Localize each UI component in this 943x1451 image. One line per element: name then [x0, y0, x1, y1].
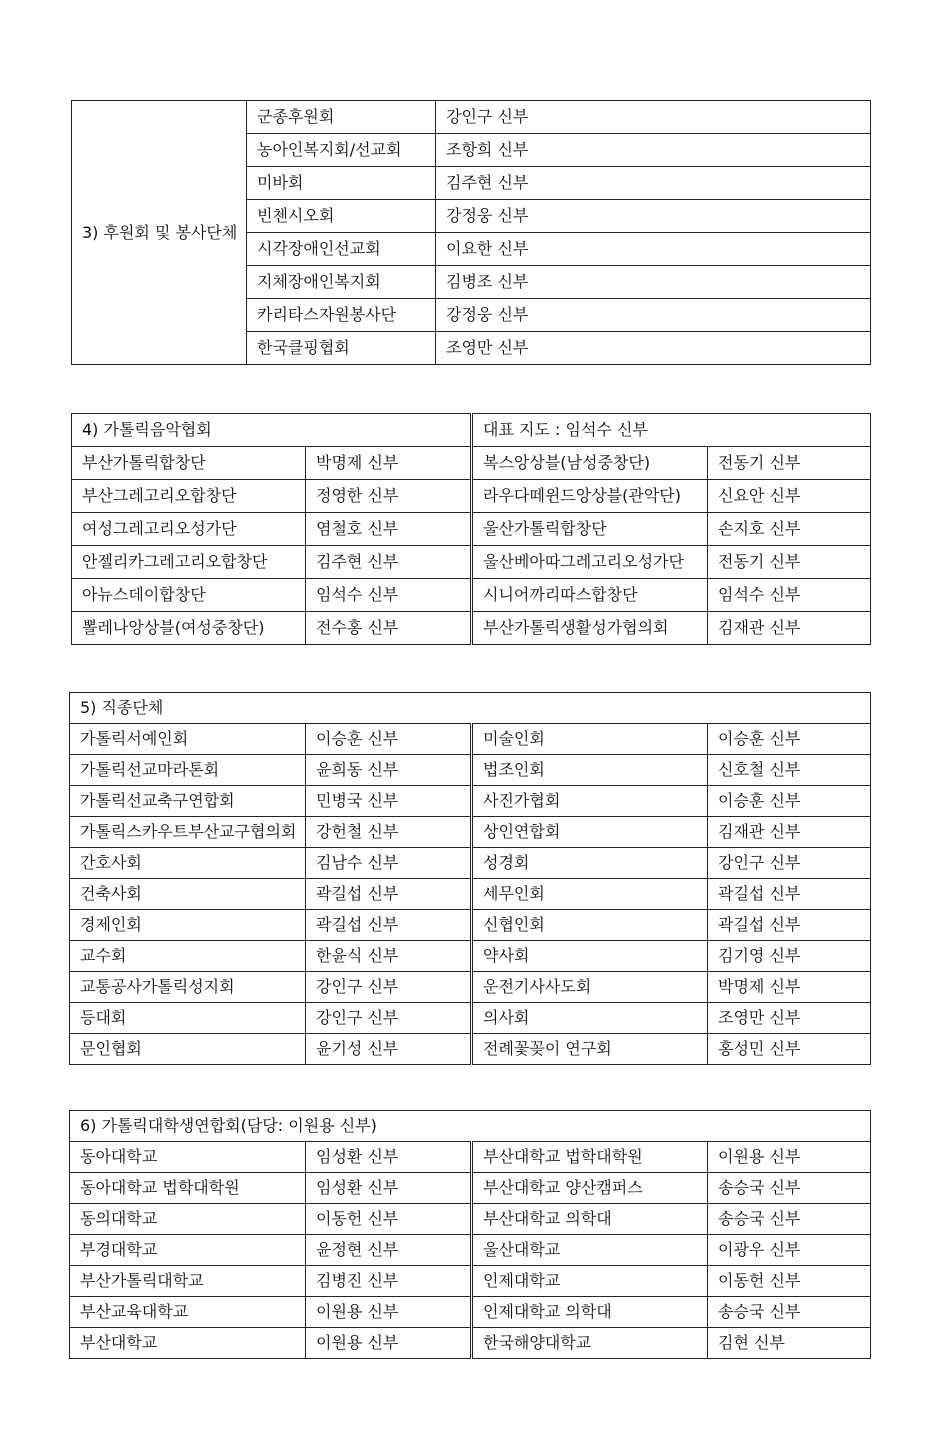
priest-name: 김현 신부: [708, 1328, 871, 1359]
table-row: [70, 786, 871, 817]
priest-name: 전수홍 신부: [306, 612, 472, 645]
organization-name: 가톨릭서예인회: [70, 724, 306, 755]
priest-name: 송승국 신부: [708, 1297, 871, 1328]
organization-name: 농아인복지회/선교회: [247, 134, 436, 167]
organization-name: 뽈레나앙상블(여성중창단): [72, 612, 306, 645]
organization-name: 동의대학교: [70, 1204, 306, 1235]
table-row: [72, 612, 871, 645]
organization-name: 시각장애인선교회: [247, 233, 436, 266]
table-row: [70, 1204, 871, 1235]
support-groups-table: [71, 100, 871, 365]
organization-name: 인제대학교: [472, 1266, 708, 1297]
priest-name: 김기영 신부: [708, 941, 871, 972]
priest-name: 곽길섭 신부: [708, 879, 871, 910]
priest-name: 김주현 신부: [306, 546, 472, 579]
priest-name: 강인구 신부: [306, 972, 472, 1003]
organization-name: 부산대학교 법학대학원: [472, 1142, 708, 1173]
priest-name: 조항희 신부: [436, 134, 871, 167]
organization-name: 동아대학교 법학대학원: [70, 1173, 306, 1204]
table-row: [72, 480, 871, 513]
priest-name: 김재관 신부: [708, 817, 871, 848]
table-row: [70, 817, 871, 848]
priest-name: 강인구 신부: [436, 101, 871, 134]
priest-name: 곽길섭 신부: [708, 910, 871, 941]
priest-name: 송승국 신부: [708, 1173, 871, 1204]
section-header-row: [70, 1111, 871, 1142]
table-row: [70, 1142, 871, 1173]
organization-name: 울산대학교: [472, 1235, 708, 1266]
table-row: [70, 755, 871, 786]
organization-name: 여성그레고리오성가단: [72, 513, 306, 546]
organization-name: 사진가협회: [472, 786, 708, 817]
organization-name: 약사회: [472, 941, 708, 972]
priest-name: 윤정현 신부: [306, 1235, 472, 1266]
organization-name: 라우다떼윈드앙상블(관악단): [472, 480, 708, 513]
priest-name: 이요한 신부: [436, 233, 871, 266]
table-row: [70, 1235, 871, 1266]
priest-name: 강정웅 신부: [436, 200, 871, 233]
organization-name: 부산가톨릭합창단: [72, 447, 306, 480]
priest-name: 이승훈 신부: [708, 724, 871, 755]
priest-name: 이동헌 신부: [708, 1266, 871, 1297]
organization-name: 동아대학교: [70, 1142, 306, 1173]
organization-name: 빈첸시오회: [247, 200, 436, 233]
section-header-row: [70, 693, 871, 724]
organization-name: 부산가톨릭생활성가협의회: [472, 612, 708, 645]
priest-name: 전동기 신부: [708, 447, 871, 480]
priest-name: 이승훈 신부: [708, 786, 871, 817]
priest-name: 신요안 신부: [708, 480, 871, 513]
table-row: [72, 447, 871, 480]
organization-name: 미바회: [247, 167, 436, 200]
table-row: [70, 1003, 871, 1034]
organization-name: 성경회: [472, 848, 708, 879]
priest-name: 김병진 신부: [306, 1266, 472, 1297]
table-row: [70, 910, 871, 941]
representative-director: 대표 지도 : 임석수 신부: [472, 414, 871, 447]
table-row: [70, 972, 871, 1003]
organization-name: 건축사회: [70, 879, 306, 910]
priest-name: 신호철 신부: [708, 755, 871, 786]
organization-name: 가톨릭스카우트부산교구협의회: [70, 817, 306, 848]
table-row: [70, 1328, 871, 1359]
organization-name: 전례꽃꽂이 연구회: [472, 1034, 708, 1065]
section-title: 4) 가톨릭음악협회: [72, 414, 472, 447]
priest-name: 박명제 신부: [306, 447, 472, 480]
organization-name: 부산그레고리오합창단: [72, 480, 306, 513]
professional-groups-table: [69, 692, 871, 1065]
priest-name: 전동기 신부: [708, 546, 871, 579]
organization-name: 상인연합회: [472, 817, 708, 848]
section-title: 5) 직종단체: [70, 693, 871, 724]
table-row: [70, 879, 871, 910]
priest-name: 강정웅 신부: [436, 299, 871, 332]
priest-name: 김주현 신부: [436, 167, 871, 200]
priest-name: 염철호 신부: [306, 513, 472, 546]
organization-name: 교수회: [70, 941, 306, 972]
organization-name: 울산가톨릭합창단: [472, 513, 708, 546]
priest-name: 이광우 신부: [708, 1235, 871, 1266]
organization-name: 가톨릭선교축구연합회: [70, 786, 306, 817]
priest-name: 박명제 신부: [708, 972, 871, 1003]
table-row: [70, 724, 871, 755]
priest-name: 이원용 신부: [708, 1142, 871, 1173]
organization-name: 군종후원회: [247, 101, 436, 134]
organization-name: 부산가톨릭대학교: [70, 1266, 306, 1297]
priest-name: 손지호 신부: [708, 513, 871, 546]
table-row: [70, 1173, 871, 1204]
organization-name: 부산대학교 의학대: [472, 1204, 708, 1235]
table-row: [70, 848, 871, 879]
student-federation-table: [69, 1110, 871, 1359]
section-title: 3) 후원회 및 봉사단체: [72, 101, 247, 365]
priest-name: 송승국 신부: [708, 1204, 871, 1235]
priest-name: 곽길섭 신부: [306, 910, 472, 941]
section-title: 6) 가톨릭대학생연합회(담당: 이원용 신부): [70, 1111, 871, 1142]
priest-name: 곽길섭 신부: [306, 879, 472, 910]
organization-name: 복스앙상블(남성중창단): [472, 447, 708, 480]
priest-name: 정영한 신부: [306, 480, 472, 513]
priest-name: 윤기성 신부: [306, 1034, 472, 1065]
organization-name: 간호사회: [70, 848, 306, 879]
priest-name: 조영만 신부: [436, 332, 871, 365]
organization-name: 경제인회: [70, 910, 306, 941]
organization-name: 안젤리카그레고리오합창단: [72, 546, 306, 579]
organization-name: 한국해양대학교: [472, 1328, 708, 1359]
organization-name: 아뉴스데이합창단: [72, 579, 306, 612]
organization-name: 시니어까리따스합창단: [472, 579, 708, 612]
organization-name: 미술인회: [472, 724, 708, 755]
organization-name: 세무인회: [472, 879, 708, 910]
priest-name: 임성환 신부: [306, 1173, 472, 1204]
table-row: [72, 101, 871, 134]
priest-name: 강인구 신부: [306, 1003, 472, 1034]
organization-name: 부경대학교: [70, 1235, 306, 1266]
priest-name: 임성환 신부: [306, 1142, 472, 1173]
organization-name: 인제대학교 의학대: [472, 1297, 708, 1328]
priest-name: 강인구 신부: [708, 848, 871, 879]
priest-name: 조영만 신부: [708, 1003, 871, 1034]
organization-name: 한국클핑협회: [247, 332, 436, 365]
organization-name: 울산베아따그레고리오성가단: [472, 546, 708, 579]
music-association-table: [71, 413, 871, 645]
section-header-row: [72, 414, 871, 447]
table-row: [72, 579, 871, 612]
organization-name: 법조인회: [472, 755, 708, 786]
table-row: [72, 513, 871, 546]
organization-name: 문인협회: [70, 1034, 306, 1065]
priest-name: 강헌철 신부: [306, 817, 472, 848]
priest-name: 이원용 신부: [306, 1297, 472, 1328]
table-row: [70, 1266, 871, 1297]
priest-name: 한윤식 신부: [306, 941, 472, 972]
table-row: [70, 1034, 871, 1065]
priest-name: 김재관 신부: [708, 612, 871, 645]
organization-name: 카리타스자원봉사단: [247, 299, 436, 332]
organization-name: 운전기사사도회: [472, 972, 708, 1003]
priest-name: 김남수 신부: [306, 848, 472, 879]
priest-name: 홍성민 신부: [708, 1034, 871, 1065]
organization-name: 부산대학교: [70, 1328, 306, 1359]
table-row: [70, 941, 871, 972]
priest-name: 이동헌 신부: [306, 1204, 472, 1235]
organization-name: 의사회: [472, 1003, 708, 1034]
organization-name: 가톨릭선교마라톤회: [70, 755, 306, 786]
organization-name: 지체장애인복지회: [247, 266, 436, 299]
priest-name: 임석수 신부: [306, 579, 472, 612]
organization-name: 등대회: [70, 1003, 306, 1034]
priest-name: 임석수 신부: [708, 579, 871, 612]
priest-name: 이원용 신부: [306, 1328, 472, 1359]
organization-name: 부산교육대학교: [70, 1297, 306, 1328]
priest-name: 윤희동 신부: [306, 755, 472, 786]
organization-name: 부산대학교 양산캠퍼스: [472, 1173, 708, 1204]
priest-name: 김병조 신부: [436, 266, 871, 299]
priest-name: 이승훈 신부: [306, 724, 472, 755]
table-row: [72, 546, 871, 579]
table-row: [70, 1297, 871, 1328]
organization-name: 교통공사가톨릭성지회: [70, 972, 306, 1003]
organization-name: 신협인회: [472, 910, 708, 941]
priest-name: 민병국 신부: [306, 786, 472, 817]
